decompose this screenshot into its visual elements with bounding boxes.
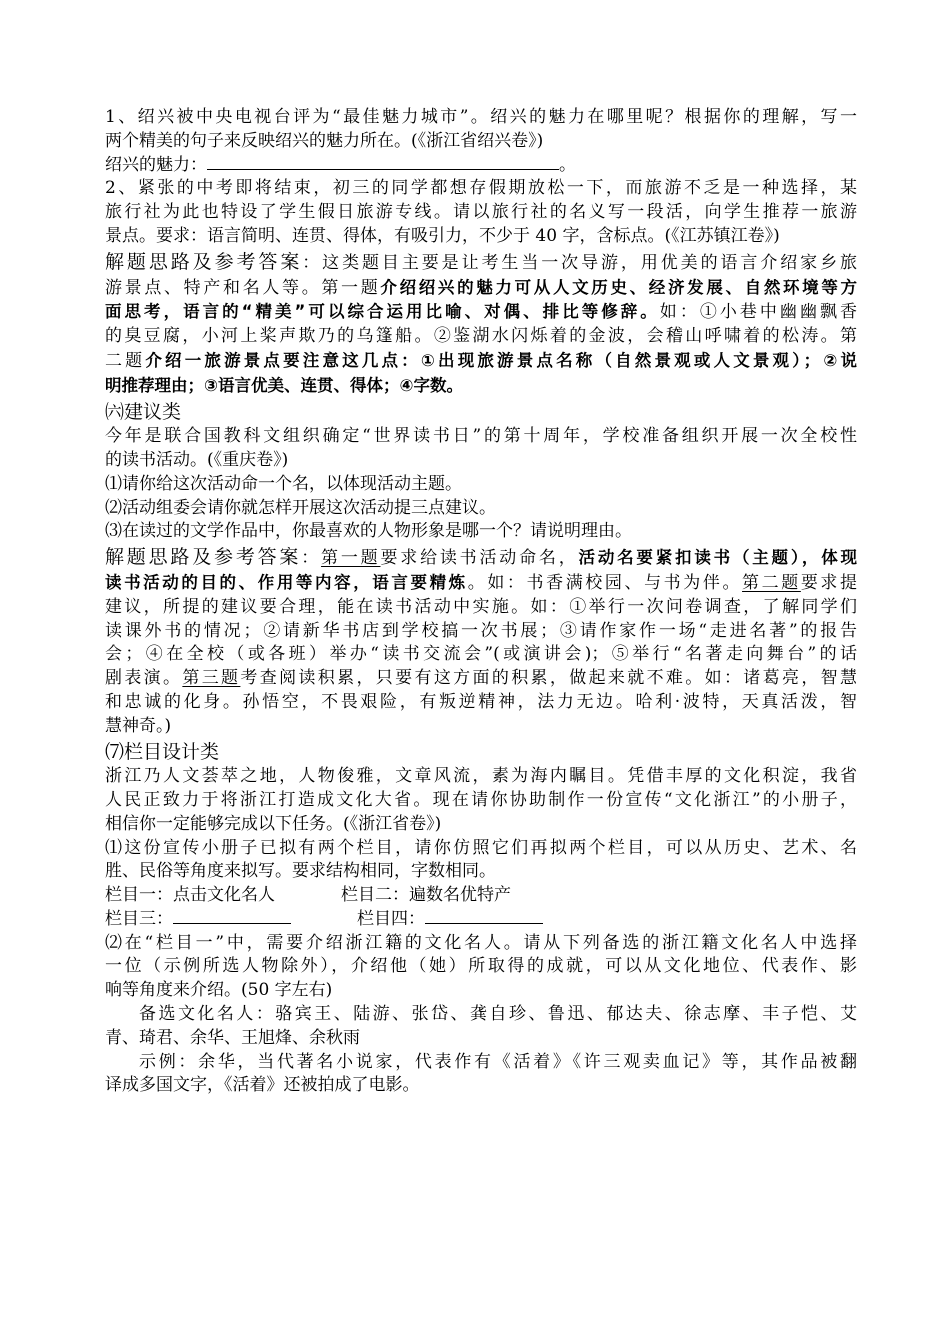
- answer2-line-3: 建议，所提的建议要合理，能在读书活动中实施。如：①举行一次问卷调查，了解同学们: [105, 596, 857, 617]
- q1-answer-end: 。: [559, 154, 576, 175]
- q1-answer-line: [105, 154, 857, 178]
- answer2-text: 要求提: [800, 572, 858, 593]
- example-line-1: 示例：余华，当代著名小说家，代表作有《活着》《许三观卖血记》等，其作品被翻: [139, 1051, 857, 1072]
- column-2: 栏目二：遍数名优特产: [341, 885, 511, 906]
- section-6-question-3: ⑶在读过的文学作品中，你最喜欢的人物形象是哪一个？请说明理由。: [105, 521, 632, 542]
- answer1-text: 二题: [105, 350, 146, 371]
- section-7-para-3: 相信你一定能够完成以下任务。(《浙江省卷》): [105, 813, 442, 834]
- column-row-1: [105, 884, 857, 908]
- answer1-bold-text: 面思考，语言的“精美”可以综合运用比喻、对偶、排比等修辞。: [105, 302, 660, 322]
- q1-line-1: 1、绍兴被中央电视台评为“最佳魅力城市”。绍兴的魅力在哪里呢？根据你的理解，写一: [105, 107, 857, 127]
- candidates-line-2: 青、琦君、余华、王旭烽、余秋雨: [105, 1027, 360, 1048]
- section-7-question-1-line-1: ⑴这份宣传小册子已拟有两个栏目，请你仿照它们再拟两个栏目，可以从历史、艺术、名: [105, 837, 857, 858]
- section-6-para-2: 的读书活动。(《重庆卷》): [105, 449, 289, 470]
- answer2-bold-text: 读书活动的目的、作用等内容，语言要精炼: [105, 572, 468, 592]
- answer2-underlined: 第二题: [742, 572, 801, 593]
- column-4-blank: [425, 909, 543, 924]
- section-6-question-1: ⑴请你给这次活动命一个名，以体现活动主题。: [105, 473, 462, 494]
- q2-line-2: 旅行社为此也特设了学生假日旅游专线。请以旅行社的名义写一段活，向学生推荐一旅游: [105, 202, 857, 223]
- column-3-blank: [173, 909, 291, 924]
- answer2-text: 。如：书香满校园、与书为伴。: [467, 572, 743, 593]
- section-7-para-2: 人民正致力于将浙江打造成文化大省。现在请你协助制作一份宣传“文化浙江”的小册子，: [105, 789, 857, 810]
- section-6-question-2: ⑵活动组委会请你就怎样开展这次活动提三点建议。: [105, 497, 496, 518]
- section-6-title: ㈥建议类: [105, 400, 182, 423]
- answer1-text: 游景点、特产和名人等。第一题: [105, 277, 381, 298]
- answer1-bold-text: 介绍一旅游景点要注意这几点：①出现旅游景点名称（自然景观或人文景观）；②说: [145, 350, 857, 370]
- section-7-question-2-line-3: 响等角度来介绍。(50 字左右): [105, 980, 333, 1001]
- answer1-line-3: [105, 300, 857, 325]
- column-4: 栏目四：: [357, 908, 425, 929]
- q2-line-1: 2、紧张的中考即将结束，初三的同学都想存假期放松一下，而旅游不乏是一种选择，某: [105, 178, 857, 199]
- answer2-line-6: [105, 667, 857, 691]
- answer-heading: 解题思路及参考答案: [105, 250, 303, 273]
- answer2-line-5: 会；④在全校（或各班）举办“读书交流会”(或演讲会)；⑤举行“名著走向舞台”的话: [105, 644, 857, 665]
- column-1: 栏目一：点击文化名人: [105, 885, 275, 906]
- answer2-text: 考查阅读积累，只要有这方面的积累，做起来就不难。如：诸葛亮，智慧: [240, 668, 858, 689]
- answer1-bold-text: 明推荐理由；③语言优美、连贯、得体；④字数。: [105, 375, 463, 395]
- candidates-line-1: 备选文化名人：骆宾王、陆游、张岱、龚自珍、鲁迅、郁达夫、徐志摩、丰子恺、艾: [139, 1004, 857, 1025]
- answer2-text: 要求给读书活动命名，: [380, 548, 579, 569]
- answer1-line-4: 的臭豆腐，小河上桨声欺乃的乌篷船。②鉴湖水闪烁着的金波，会稽山呼啸着的松涛。第: [105, 326, 857, 347]
- answer-blank: [207, 155, 559, 170]
- answer2-line-8: 慧神奇。): [105, 715, 172, 736]
- example-line-2: 译成多国文字，《活着》还被拍成了电影。: [105, 1075, 420, 1096]
- answer1-line-1: [105, 249, 857, 276]
- answer2-text: 剧表演。: [105, 668, 183, 689]
- answer1-line-6: [105, 374, 857, 399]
- section-7-question-2-line-1: ⑵在“栏目一”中，需要介绍浙江籍的文化名人。请从下列备选的浙江籍文化名人中选择: [105, 932, 857, 953]
- document-page: [105, 106, 857, 1098]
- answer2-line-7: 和忠诚的化身。孙悟空，不畏艰险，有叛逆精神，法力无边。哈利·波特，天真活泼，智: [105, 691, 857, 712]
- q2-line-3: 景点。要求：语言简明、连贯、得体，有吸引力，不少于 40 字，含标点。(《江苏镇江卷》): [105, 225, 780, 246]
- q1-line-2: 两个精美的句子来反映绍兴的魅力所在。(《浙江省绍兴卷》): [105, 130, 544, 151]
- section-7-title: ⑺栏目设计类: [105, 740, 220, 763]
- answer2-line-4: 读课外书的情况；②请新华书店到学校搞一次书展；③请作家作一场“走进名著”的报告: [105, 620, 857, 641]
- q1-answer-label: 绍兴的魅力：: [105, 154, 207, 175]
- answer1-line-5: [105, 349, 857, 374]
- answer2-underlined: 第三题: [182, 668, 241, 689]
- answer2-underlined: 第一题: [321, 548, 381, 569]
- answer1-bold-text: 介绍绍兴的魅力可从人文历史、经济发展、自然环境等方: [380, 277, 858, 297]
- column-3: 栏目三：: [105, 908, 173, 929]
- answer2-bold-text: 活动名要紧扣读书（主题），体现: [578, 548, 858, 568]
- section-7-question-1-line-2: 胜、民俗等角度来拟写。要求结构相同，字数相同。: [105, 861, 496, 882]
- answer2-line-2: [105, 571, 857, 596]
- column-row-2: [105, 908, 857, 932]
- section-7-para-1: 浙江乃人文荟萃之地，人物俊雅，文章风流，素为海内瞩目。凭借丰厚的文化积淀，我省: [105, 766, 857, 787]
- answer1-line-2: [105, 276, 857, 301]
- answer1-text: 如：①小巷中幽幽飘香: [659, 302, 857, 323]
- section-6-para-1: 今年是联合国教科文组织确定“世界读书日”的第十周年，学校准备组织开展一次全校性: [105, 426, 857, 447]
- section-7-question-2-line-2: 一位（示例所选人物除外），介绍他（她）所取得的成就，可以从文化地位、代表作、影: [105, 956, 857, 977]
- answer-heading: 解题思路及参考答案: [105, 546, 302, 569]
- answer2-line-1: [105, 544, 857, 571]
- answer2-text: ：: [301, 548, 322, 569]
- answer1-text: ：这类题目主要是让考生当一次导游，用优美的语言介绍家乡旅: [302, 252, 857, 273]
